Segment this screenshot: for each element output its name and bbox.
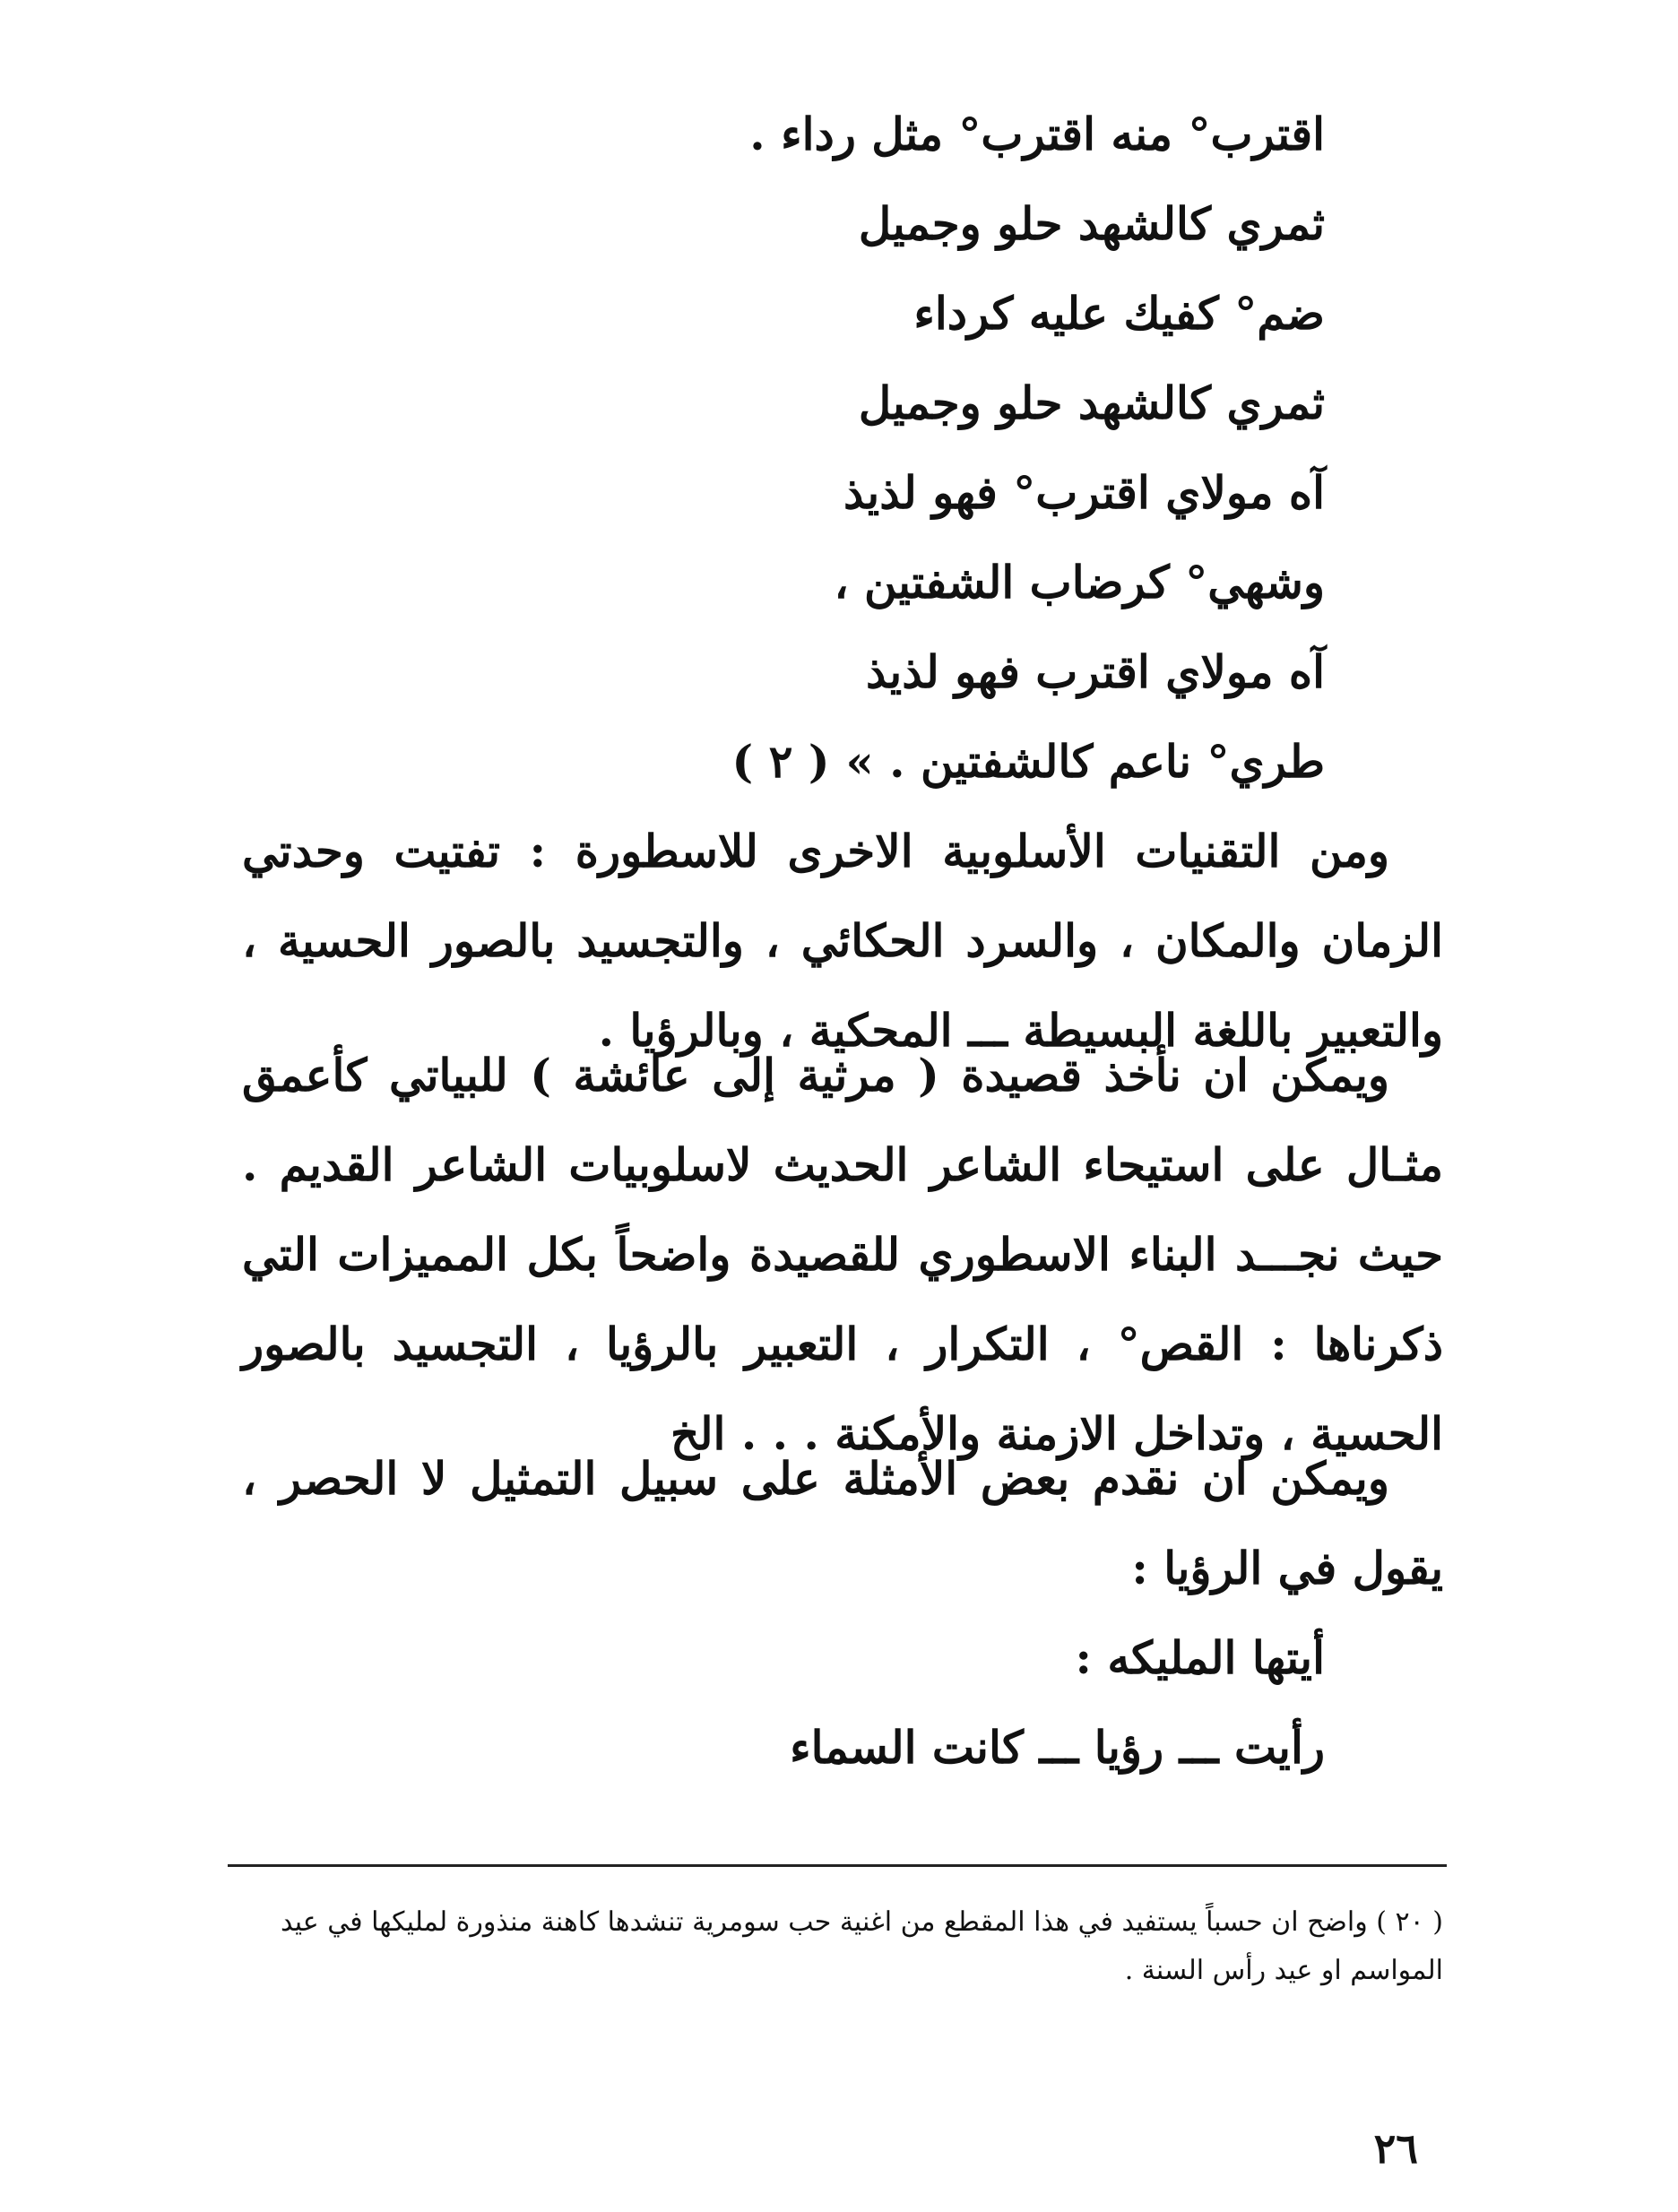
page-number: ٢٦	[1373, 2124, 1418, 2173]
verse-line: اقترب° منه اقترب° مثل رداء .	[749, 108, 1325, 160]
paragraph	[242, 1031, 1443, 1479]
paragraph-text: ويمكن ان نأخذ قصيدة ( مرثية إلى عائشة ) للبياتي كأعمق مثـال على استيحاء الشاعر الحديث لاسلوبيات الشاعر القديم . حيث نجـــد البناء الاسطوري للقصيدة واضحاً بكل المميزات التي ذكرناها : القص° ، التكرار ، التعبير بالرؤيا ، التجسيد بالصور الحسية ، وتداخل الازمنة والأمكنة . . . الخ	[242, 1049, 1443, 1460]
verse-line: ثمري كالشهد حلو وجميل	[858, 197, 1325, 250]
paragraph-text: ومن التقنيات الأسلوبية الاخرى للاسطورة : تفتيت وحدتي الزمان والمكان ، والسرد الحكائي ، والتجسيد بالصور الحسية ، والتعبير باللغة البسيطة ـــ المحكية ، وبالرؤيا .	[242, 825, 1444, 1057]
verse-line: آه مولاي اقترب° فهو لذيذ	[843, 466, 1325, 519]
poem-excerpt	[518, 90, 1325, 807]
verse-line: ثمري كالشهد حلو وجميل	[858, 376, 1325, 429]
footnote-divider	[228, 1864, 1447, 1867]
verse-line: آه مولاي اقترب فهو لذيذ	[866, 645, 1325, 698]
verse-line: وشهي° كرضاب الشفتين ،	[834, 556, 1325, 609]
verse-line: أيتها المليكه :	[1075, 1631, 1325, 1684]
verse-text: طري° ناعم كالشفتين . »	[845, 735, 1325, 788]
footnote-reference: ( ٢ )	[731, 735, 830, 788]
verse-line: رأيت ـــ رؤيا ـــ كانت السماء	[790, 1721, 1325, 1774]
verse-line-last	[518, 717, 1325, 807]
poem-excerpt-2	[518, 1613, 1325, 1793]
paragraph	[242, 1434, 1443, 1613]
verse-line: ضم° كفيك عليه كرداء	[913, 287, 1325, 340]
paragraph-text: ويمكن ان نقدم بعض الأمثلة على سبيل التمثيل لا الحصر ، يقول في الرؤيا :	[242, 1452, 1443, 1594]
footnote: ( ٢٠ ) واضح ان حسباً يستفيد في هذا المقطع من اغنية حب سومرية تنشدها كاهنة منذورة لمليكها في عيد المواسم او عيد رأس السنة .	[280, 1906, 1443, 1986]
